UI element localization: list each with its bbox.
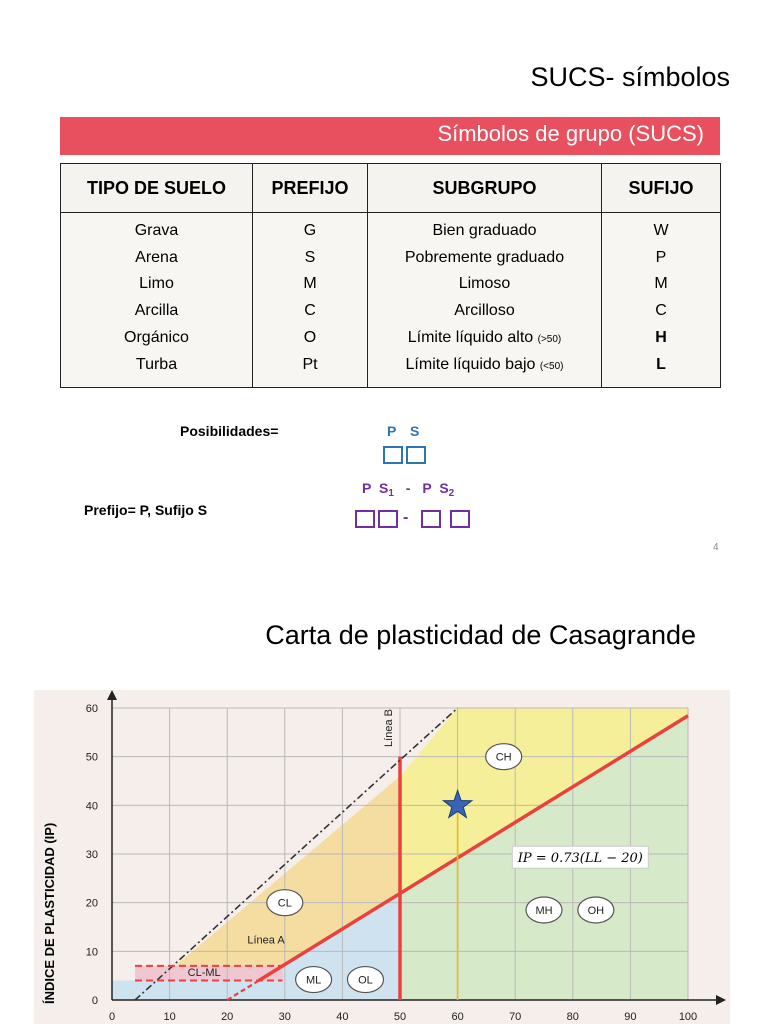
subgrupo-text: Límite líquido bajo <box>405 356 536 374</box>
pattern2-dash: - <box>405 480 411 496</box>
x-tick-label: 40 <box>336 1011 349 1023</box>
header-prefijo: PREFIJO <box>253 164 368 213</box>
slide-title-casagrande: Carta de plasticidad de Casagrande <box>265 620 696 650</box>
pattern2-p1: P <box>362 480 372 496</box>
cell-prefijo: S <box>253 244 368 271</box>
x-tick-label: 90 <box>624 1011 637 1023</box>
slide-title-sucs: SUCS- símbolos <box>530 62 730 92</box>
region-label-mh: MH <box>535 904 553 917</box>
x-axis-arrow <box>716 995 726 1005</box>
cell-tipo: Orgánico <box>61 325 253 352</box>
x-tick-label: 50 <box>393 1011 407 1023</box>
subgrupo-text: Limoso <box>458 275 511 293</box>
region-label-ch: CH <box>495 751 512 764</box>
cell-sufijo: H <box>602 325 721 352</box>
x-tick-label: 0 <box>108 1011 116 1023</box>
cell-prefijo: M <box>253 271 368 298</box>
pattern2-box-dash: - <box>403 509 409 526</box>
cell-prefijo: C <box>253 298 368 325</box>
cell-tipo: Turba <box>61 352 253 388</box>
subgrupo-note: (>50) <box>537 334 562 346</box>
pattern2-sub1: 1 <box>388 488 394 499</box>
y-tick-label: 40 <box>85 800 98 813</box>
y-tick-label: 30 <box>85 849 98 861</box>
header-subgrupo: SUBGRUPO <box>368 164 602 213</box>
cell-sufijo: M <box>602 271 721 298</box>
equation-text: IP = 0.73(LL − 20) <box>517 851 643 867</box>
x-tick-label: 70 <box>509 1011 522 1023</box>
y-axis-arrow <box>107 690 117 700</box>
page-number: 4 <box>713 542 719 553</box>
y-tick-label: 0 <box>91 995 98 1007</box>
pattern2-p2: P <box>422 480 432 496</box>
x-tick-label: 60 <box>451 1011 464 1023</box>
cell-sufijo: L <box>602 352 721 388</box>
pattern2-s2: S <box>439 480 449 496</box>
cell-prefijo: O <box>253 325 368 352</box>
pattern1-p-label: P <box>387 423 397 439</box>
cell-tipo: Grava <box>61 213 253 245</box>
y-tick-label: 10 <box>85 946 98 959</box>
header-sufijo: SUFIJO <box>602 164 721 213</box>
cell-sufijo: P <box>602 244 721 271</box>
prefijo-sufijo-label: Prefijo= P, Sufijo S <box>84 502 208 518</box>
pattern2-s1: S <box>378 480 389 496</box>
pattern1-s-label: S <box>410 423 420 439</box>
y-tick-label: 60 <box>85 703 98 715</box>
region-label-ml: ML <box>305 974 322 987</box>
y-tick-label: 50 <box>85 751 98 764</box>
region-label-oh: OH <box>587 904 605 917</box>
region-label-cl-ml: CL-ML <box>187 966 221 979</box>
subgrupo-text: Límite líquido alto <box>407 329 534 347</box>
cell-prefijo: G <box>253 213 368 245</box>
subgrupo-text: Arcilloso <box>454 302 515 320</box>
cell-sufijo: C <box>602 298 721 325</box>
region-label-cl: CL <box>277 897 292 910</box>
y-tick-label: 20 <box>85 897 98 910</box>
x-tick-label: 20 <box>221 1011 234 1023</box>
subgrupo-text: Pobremente graduado <box>404 248 565 266</box>
subgrupo-text: Bien graduado <box>432 221 537 239</box>
cell-prefijo: Pt <box>253 352 368 388</box>
cell-tipo: Arcilla <box>61 298 253 325</box>
cell-tipo: Arena <box>61 244 253 271</box>
x-tick-label: 10 <box>163 1011 176 1023</box>
pattern2-sub2: 2 <box>448 488 455 499</box>
line-b-label: Línea B <box>382 709 395 747</box>
region-label-ol: OL <box>358 974 373 987</box>
y-axis-label: ÍNDICE DE PLASTICIDAD (IP) <box>42 822 57 1004</box>
cell-tipo: Limo <box>61 271 253 298</box>
cell-sufijo: W <box>602 213 721 245</box>
banner-label: Símbolos de grupo (SUCS) <box>437 121 704 146</box>
posibilidades-label: Posibilidades= <box>180 423 279 439</box>
line-a-label: Línea A <box>247 934 285 947</box>
subgrupo-note: (<50) <box>539 361 564 373</box>
x-tick-label: 30 <box>278 1011 291 1023</box>
x-tick-label: 100 <box>678 1011 698 1023</box>
x-tick-label: 80 <box>566 1011 579 1023</box>
header-tipo: TIPO DE SUELO <box>61 164 253 213</box>
